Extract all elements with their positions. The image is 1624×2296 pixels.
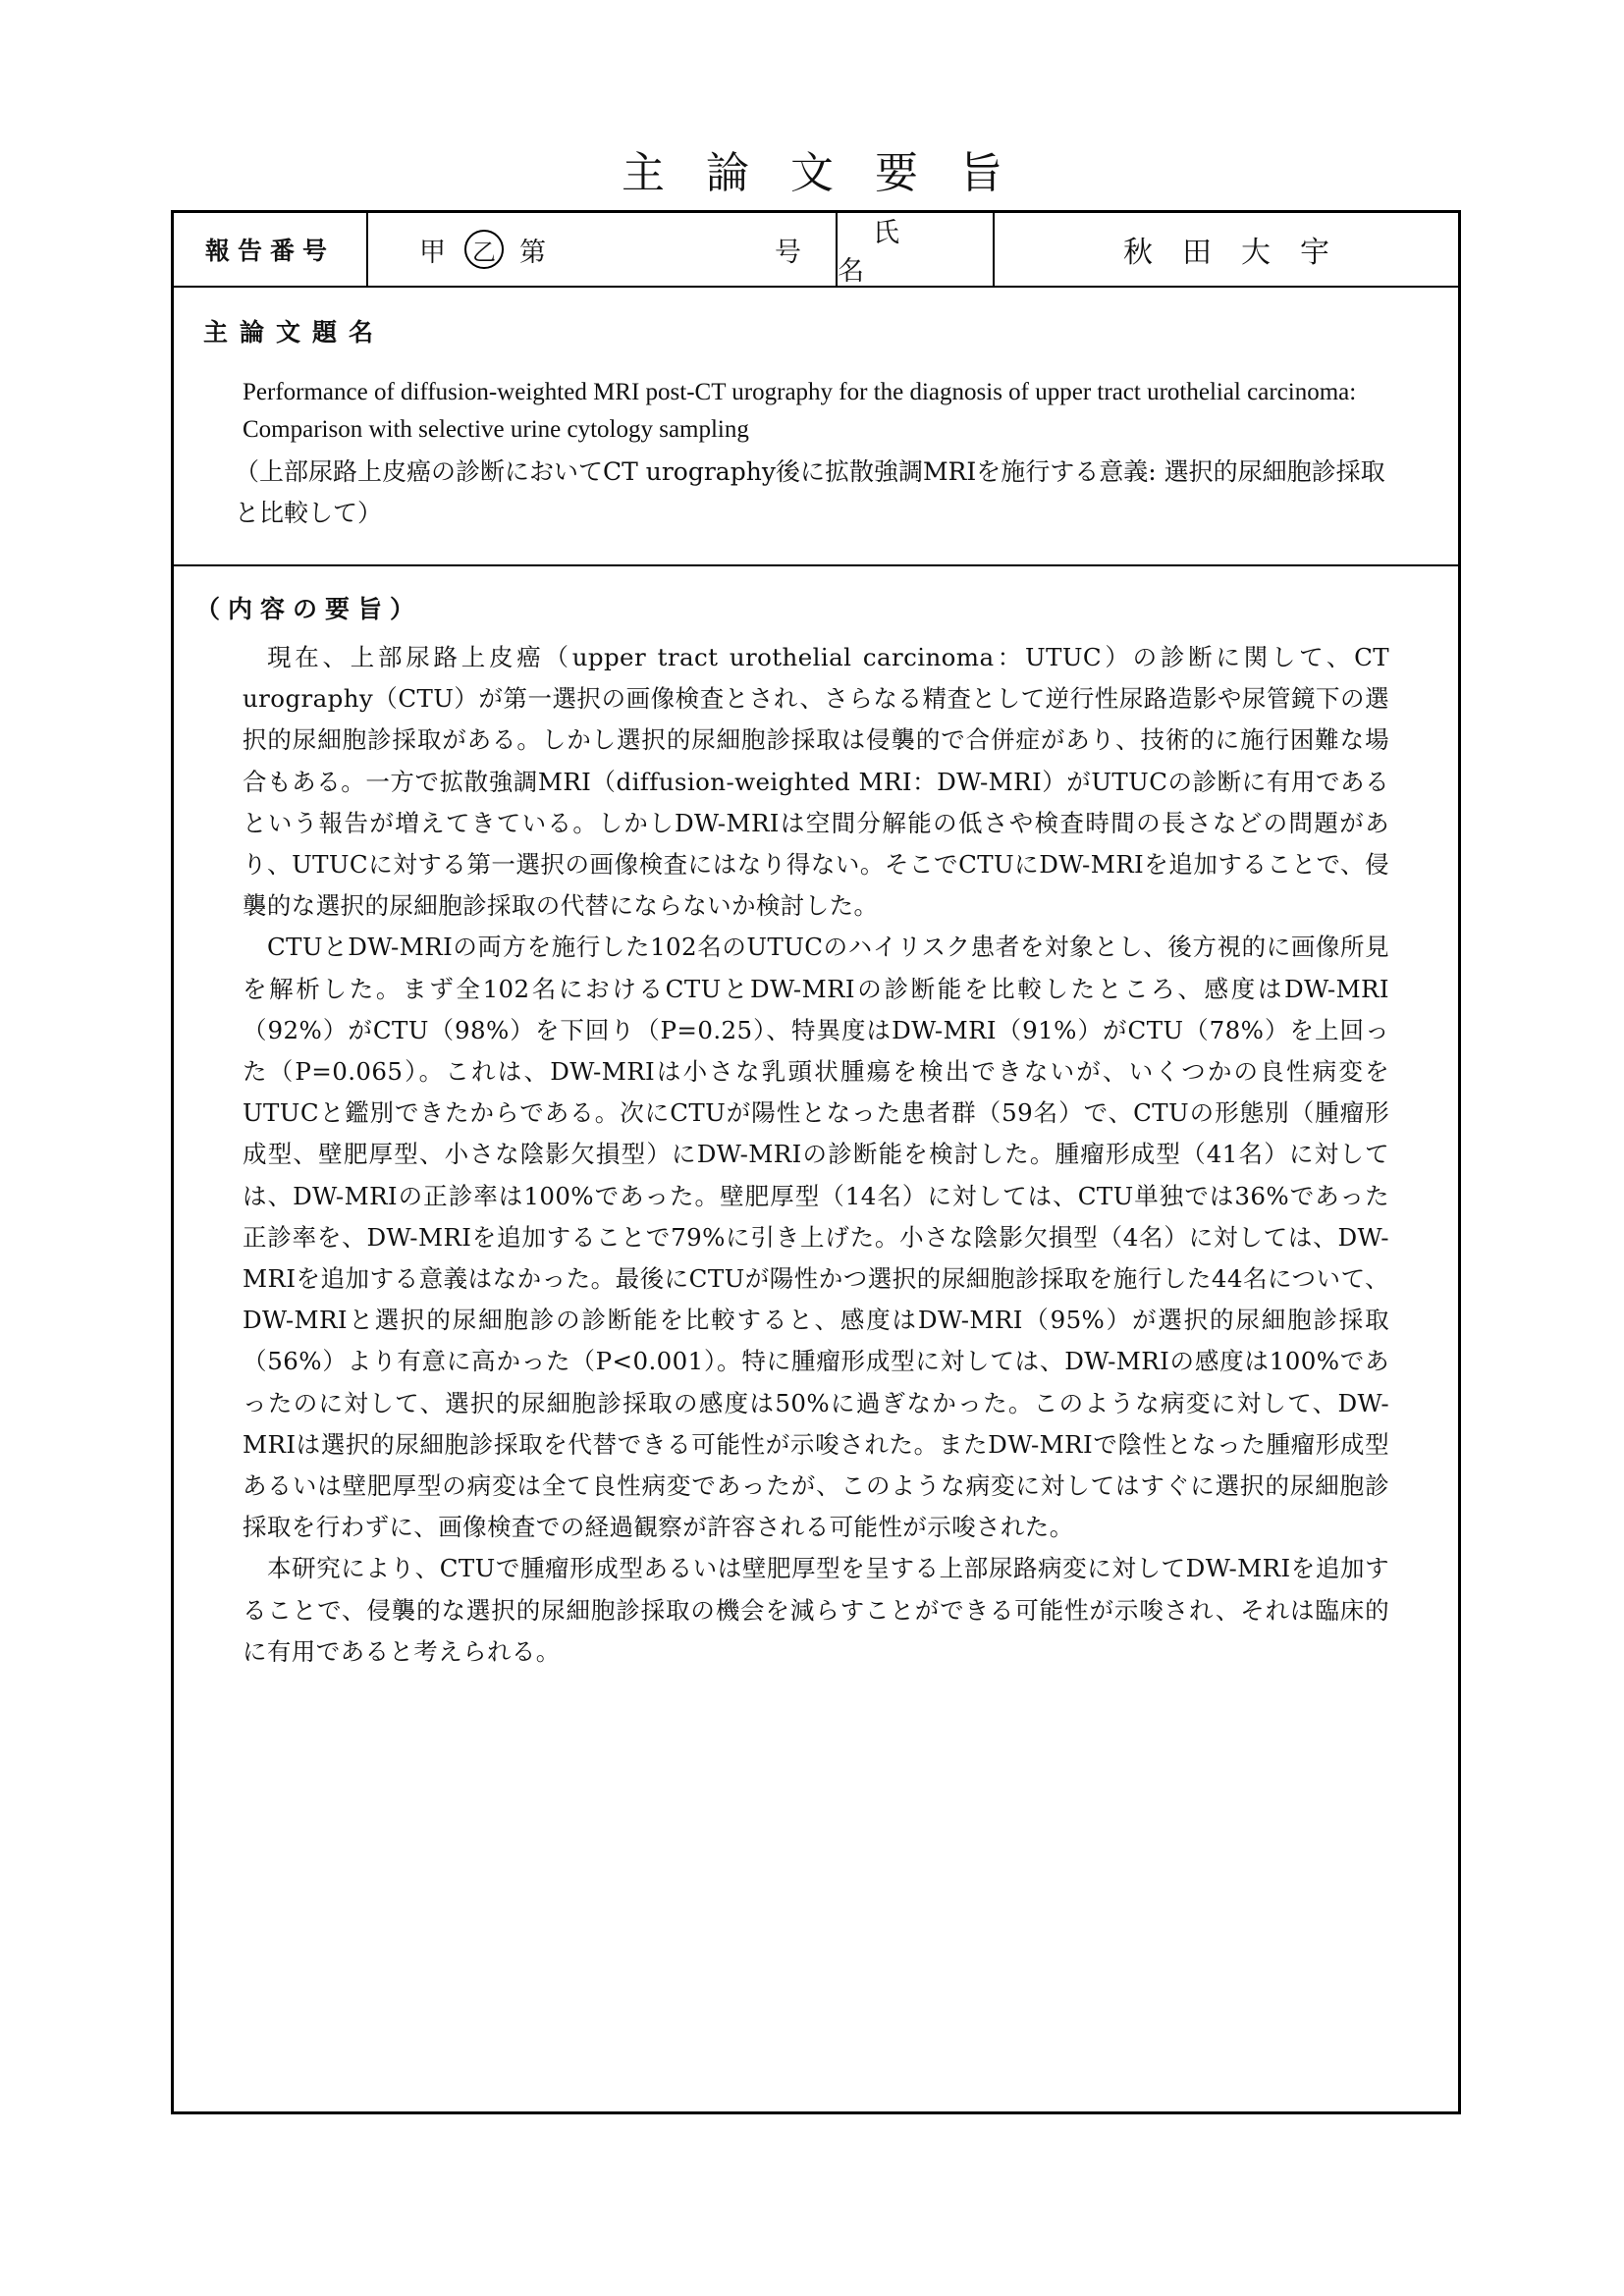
summary-body — [243, 637, 1389, 1673]
page-title: 主論文要旨 — [622, 148, 1044, 198]
name-label: 氏名 — [838, 218, 935, 287]
summary-label: （内容の要旨） — [195, 595, 423, 623]
thesis-title-japanese: （上部尿路上皮癌の診断においてCT urography後に拡散強調MRIを施行する意義: 選択的尿細胞診採取と比較して） — [235, 457, 1385, 527]
divider — [366, 213, 368, 286]
summary-paragraph: CTUとDW-MRIの両方を施行した102名のUTUCのハイリスク患者を対象とし、後方視的に画像所見を解析した。まず全102名におけるCTUとDW-MRIの診断能を比較したところ、感度はDW-MRI（92%）がCTU（98%）を下回り（P=0.25）、特異度はDW-MRI（91%）がCTU（78%）を上回った（P=0.065）。これは、DW-MRIは小さな乳頭状腫瘍を検出できないが、いくつかの良性病変をUTUCと鑑別できたからである。次にCTUが陽性となった患者群（59名）で、CTUの形態別（腫瘤形成型、壁肥厚型、小さな陰影欠損型）にDW-MRIの診断能を検討した。腫瘤形成型（41名）に対しては、DW-MRIの正診率は100%であった。壁肥厚型（14名）に対しては、CTU単独では36%であった正診率を、DW-MRIを追加することで79%に引き上げた。小さな陰影欠損型（4名）に対しては、DW-MRIを追加する意義はなかった。最後にCTUが陽性かつ選択的尿細胞診採取を施行した44名について、DW-MRIと選択的尿細胞診の診断能を比較すると、感度はDW-MRI（95%）が選択的尿細胞診採取（56%）より有意に高かった（P<0.001）。特に腫瘤形成型に対しては、DW-MRIの感度は100%であったのに対して、選択的尿細胞診採取の感度は50%に過ぎなかった。このような病変に対して、DW-MRIは選択的尿細胞診採取を代替できる可能性が示唆された。またDW-MRIで陰性となった腫瘤形成型あるいは壁肥厚型の病変は全て良性病変であったが、このような病変に対してはすぐに選択的尿細胞診採取を行わずに、画像検査での経過観察が許容される可能性が示唆された。 — [243, 933, 1389, 1542]
report-otsu-circled: 乙 — [464, 230, 504, 269]
report-number-label: 報告番号 — [204, 237, 335, 265]
name-value: 秋田大宇 — [1123, 236, 1359, 270]
thesis-title-section — [174, 288, 1458, 566]
summary-paragraph: 現在、上部尿路上皮癌（upper tract urothelial carcinoma：UTUC）の診断に関して、CT urography（CTU）が第一選択の画像検査とされ、さらなる精査として逆行性尿路造影や尿管鏡下の選択的尿細胞診採取がある。しかし選択的尿細胞診採取は侵襲的で合併症があり、技術的に施行困難な場合もある。一方で拡散強調MRI（diffusion-weighted MRI：DW-MRI）がUTUCの診断に有用であるという報告が増えてきている。しかしDW-MRIは空間分解能の低さや検査時間の長さなどの問題があり、UTUCに対する第一選択の画像検査にはなり得ない。そこでCTUにDW-MRIを追加することで、侵襲的な選択的尿細胞診採取の代替にならないか検討した。 — [243, 643, 1389, 921]
summary-paragraph: 本研究により、CTUで腫瘤形成型あるいは壁肥厚型を呈する上部尿路病変に対してDW-MRIを追加することで、侵襲的な選択的尿細胞診採取の機会を減らすことができる可能性が示唆され、それは臨床的に有用であると考えられる。 — [243, 1554, 1389, 1666]
summary-form — [171, 210, 1461, 2114]
report-go: 号 — [775, 237, 801, 268]
thesis-title-english: Performance of diffusion-weighted MRI post-CT urography for the diagnosis of upper tract urothelial carcinoma: Comparison with selective urine cytology sampling — [243, 379, 1357, 443]
report-kou: 甲 — [419, 237, 446, 268]
thesis-title-label: 主論文題名 — [203, 318, 386, 347]
header-row — [174, 213, 1458, 288]
report-dai: 第 — [519, 237, 546, 268]
